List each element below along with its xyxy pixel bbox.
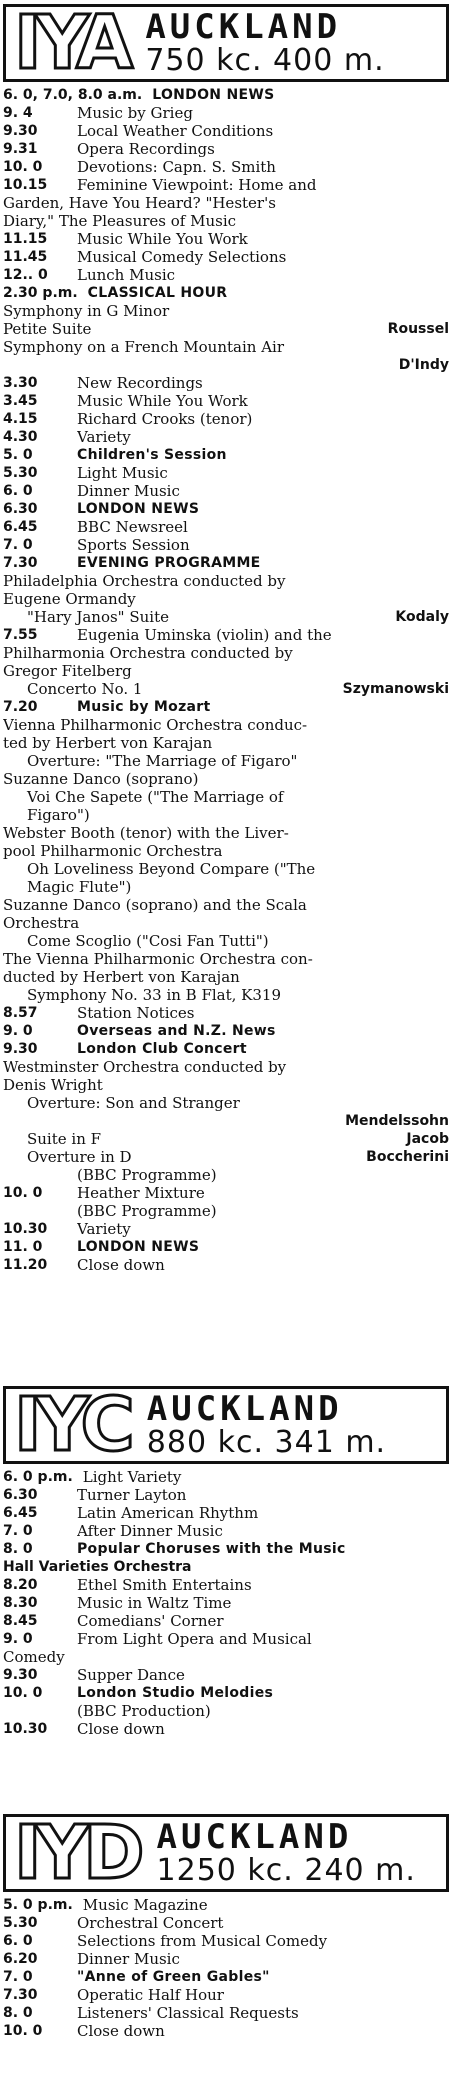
programme-time: 9.30 <box>3 1667 38 1683</box>
programme-title: Local Weather Conditions <box>77 122 274 140</box>
programme-title: Music Magazine <box>82 1896 208 1914</box>
programme-row <box>3 374 449 392</box>
programme-title: BBC Newsreel <box>77 518 188 536</box>
programme-detail: Voi Che Sapete ("The Marriage of <box>27 788 284 806</box>
programme-title: Eugenia Uminska (violin) and the <box>77 626 332 644</box>
programme-detail: Philadelphia Orchestra conducted by <box>3 572 286 590</box>
programme-row <box>3 1896 449 1914</box>
programme-row <box>3 1256 449 1274</box>
programme-row <box>3 248 449 266</box>
programme-detail: Westminster Orchestra conducted by <box>3 1058 287 1076</box>
programme-row <box>3 1986 449 2004</box>
programme-time: 8.20 <box>3 1577 38 1593</box>
station-city: AUCKLAND <box>156 1817 353 1857</box>
work-title: Suite in F <box>27 1130 102 1148</box>
programme-detail: Come Scoglio ("Cosi Fan Tutti") <box>27 932 269 950</box>
programme-list <box>3 86 449 1274</box>
station-banner <box>3 1386 449 1464</box>
programme-detail: Gregor Fitelberg <box>3 662 132 680</box>
programme-row <box>3 1950 449 1968</box>
programme-work-row <box>3 1148 449 1166</box>
programme-title: Variety <box>77 1220 131 1238</box>
programme-time: 10.30 <box>3 1221 48 1237</box>
programme-title: Music by Mozart <box>77 699 211 715</box>
programme-time: 10. 0 <box>3 159 43 175</box>
station-city: AUCKLAND <box>146 1389 343 1429</box>
programme-detail: Webster Booth (tenor) with the Liver- <box>3 824 289 842</box>
programme-time: 3.45 <box>3 393 38 409</box>
programme-row <box>3 1630 449 1648</box>
programme-row <box>3 1184 449 1202</box>
programme-title: LONDON NEWS <box>152 87 275 103</box>
programme-row <box>3 1666 449 1684</box>
station-call-sign: IYC <box>14 1386 129 1464</box>
programme-title: Feminine Viewpoint: Home and <box>77 176 317 194</box>
programme-time: 6.30 <box>3 501 38 517</box>
programme-detail: ducted by Herbert von Karajan <box>3 968 240 986</box>
programme-row <box>3 1486 449 1504</box>
programme-time: 10.15 <box>3 177 48 193</box>
programme-detail: pool Philharmonic Orchestra <box>3 842 223 860</box>
programme-row <box>3 1968 449 1986</box>
work-title: "Hary Janos" Suite <box>27 608 169 626</box>
programme-title: Overseas and N.Z. News <box>77 1023 276 1039</box>
programme-detail: ted by Herbert von Karajan <box>3 734 213 752</box>
programme-title: Richard Crooks (tenor) <box>77 410 253 428</box>
programme-title: LONDON NEWS <box>77 1239 200 1255</box>
programme-time: 9. 0 <box>3 1631 33 1647</box>
programme-row <box>3 698 449 716</box>
programme-title: From Light Opera and Musical <box>77 1630 312 1648</box>
programme-detail: Symphony No. 33 in B Flat, K319 <box>27 986 282 1004</box>
programme-time: 6. 0 p.m. <box>3 1469 73 1485</box>
programme-title: Ethel Smith Entertains <box>77 1576 252 1594</box>
programme-time: 9.30 <box>3 1041 38 1057</box>
work-title: Concerto No. 1 <box>27 680 143 698</box>
programme-detail: Denis Wright <box>3 1076 103 1094</box>
programme-title: Station Notices <box>77 1004 195 1022</box>
programme-row <box>3 536 449 554</box>
programme-title: After Dinner Music <box>77 1522 223 1540</box>
programme-detail: Overture: "The Marriage of Figaro" <box>27 752 298 770</box>
programme-title: Dinner Music <box>77 1950 180 1968</box>
programme-time: 7.55 <box>3 627 38 643</box>
programme-title: Children's Session <box>77 447 227 463</box>
station-call-sign: IYD <box>14 1814 139 1892</box>
programme-row <box>3 140 449 158</box>
station-frequency: 750 kc. 400 m. <box>145 43 385 78</box>
programme-row <box>3 482 449 500</box>
programme-title: Light Variety <box>82 1468 182 1486</box>
programme-time: 10. 0 <box>3 1685 43 1701</box>
programme-row <box>3 1220 449 1238</box>
station-banner <box>3 4 449 82</box>
programme-time: 2.30 p.m. <box>3 285 78 301</box>
programme-title: Supper Dance <box>77 1666 185 1684</box>
programme-time: 10. 0 <box>3 1185 43 1201</box>
programme-time: 9. 4 <box>3 105 33 121</box>
programme-row <box>3 2022 449 2040</box>
programme-title: EVENING PROGRAMME <box>77 555 261 571</box>
composer-name: Roussel <box>387 321 449 337</box>
programme-title: Turner Layton <box>77 1486 187 1504</box>
programme-title: Opera Recordings <box>77 140 215 158</box>
programme-row <box>3 428 449 446</box>
programme-row <box>3 230 449 248</box>
programme-row <box>3 464 449 482</box>
station-frequency: 880 kc. 341 m. <box>146 1425 387 1460</box>
programme-detail: Overture: Son and Stranger <box>27 1094 240 1112</box>
programme-row <box>3 1022 449 1040</box>
composer-name: Jacob <box>406 1131 449 1147</box>
programme-time: 11.15 <box>3 231 48 247</box>
programme-title: Music While You Work <box>77 392 248 410</box>
programme-row <box>3 1504 449 1522</box>
programme-time: 6. 0 <box>3 1933 33 1949</box>
programme-detail: The Vienna Philharmonic Orchestra con- <box>3 950 313 968</box>
programme-detail: (BBC Programme) <box>77 1202 217 1220</box>
programme-row <box>3 1612 449 1630</box>
programme-time: 8.45 <box>3 1613 38 1629</box>
programme-time: 8.30 <box>3 1595 38 1611</box>
programme-time: 7.20 <box>3 699 38 715</box>
programme-detail: Diary," The Pleasures of Music <box>3 212 237 230</box>
programme-title: Close down <box>77 2022 165 2040</box>
station-banner <box>3 1814 449 1892</box>
programme-row <box>3 1522 449 1540</box>
programme-time: 11.20 <box>3 1257 48 1273</box>
programme-row <box>3 1238 449 1256</box>
programme-title: Devotions: Capn. S. Smith <box>77 158 276 176</box>
programme-title: Heather Mixture <box>77 1184 205 1202</box>
programme-detail: Eugene Ormandy <box>3 590 136 608</box>
programme-time: 6.45 <box>3 1505 38 1521</box>
composer-name: Boccherini <box>366 1149 449 1165</box>
programme-detail: Suzanne Danco (soprano) <box>3 770 199 788</box>
programme-title: Comedians' Corner <box>77 1612 224 1630</box>
programme-title: Light Music <box>77 464 168 482</box>
programme-time: 5.30 <box>3 1915 38 1931</box>
programme-title: LONDON NEWS <box>77 501 200 517</box>
programme-time: 6. 0 <box>3 483 33 499</box>
programme-title: Music While You Work <box>77 230 248 248</box>
programme-title: Dinner Music <box>77 482 180 500</box>
programme-time: 9. 0 <box>3 1023 33 1039</box>
programme-title: Popular Choruses with the Music <box>77 1541 346 1557</box>
programme-time: 5.30 <box>3 465 38 481</box>
programme-time: 6. 0, 7.0, 8.0 a.m. <box>3 87 143 103</box>
work-title: Petite Suite <box>3 320 92 338</box>
programme-time: 6.20 <box>3 1951 38 1967</box>
programme-work-row <box>3 320 449 338</box>
programme-title: Close down <box>77 1720 165 1738</box>
programme-time: 9.30 <box>3 123 38 139</box>
programme-time: 6.45 <box>3 519 38 535</box>
programme-row <box>3 1594 449 1612</box>
programme-row <box>3 518 449 536</box>
programme-title: London Club Concert <box>77 1041 247 1057</box>
programme-time: 10. 0 <box>3 2023 43 2039</box>
programme-work-row <box>3 680 449 698</box>
programme-row <box>3 1720 449 1738</box>
programme-row <box>3 1040 449 1058</box>
work-title: Overture in D <box>27 1148 132 1166</box>
programme-row <box>3 446 449 464</box>
composer-name: Kodaly <box>395 609 449 625</box>
programme-detail: Figaro") <box>27 806 90 824</box>
programme-time: 7.30 <box>3 555 38 571</box>
programme-row <box>3 122 449 140</box>
programme-row <box>3 392 449 410</box>
programme-row <box>3 1004 449 1022</box>
programme-list <box>3 1896 449 2040</box>
programme-row <box>3 410 449 428</box>
programme-time: 4.15 <box>3 411 38 427</box>
programme-list <box>3 1468 449 1738</box>
programme-row <box>3 1468 449 1486</box>
programme-title: Sports Session <box>77 536 190 554</box>
programme-time: 11.45 <box>3 249 48 265</box>
programme-time: 7. 0 <box>3 537 33 553</box>
programme-time: 4.30 <box>3 429 38 445</box>
programme-time: 12.. 0 <box>3 267 48 283</box>
programme-title: Music by Grieg <box>77 104 193 122</box>
programme-title: New Recordings <box>77 374 203 392</box>
programme-row <box>3 104 449 122</box>
programme-detail: Hall Varieties Orchestra <box>3 1559 192 1575</box>
programme-detail: Magic Flute") <box>27 878 132 896</box>
programme-title: CLASSICAL HOUR <box>87 285 228 301</box>
programme-title: Close down <box>77 1256 165 1274</box>
programme-time: 8. 0 <box>3 1541 33 1557</box>
programme-row <box>3 554 449 572</box>
programme-detail: Symphony in G Minor <box>3 302 170 320</box>
composer-name: Mendelssohn <box>345 1113 449 1129</box>
composer-name: Szymanowski <box>342 681 449 697</box>
programme-title: Latin American Rhythm <box>77 1504 259 1522</box>
programme-title: Selections from Musical Comedy <box>77 1932 328 1950</box>
programme-title: Orchestral Concert <box>77 1914 224 1932</box>
programme-detail: (BBC Production) <box>77 1702 211 1720</box>
programme-detail: (BBC Programme) <box>77 1166 217 1184</box>
programme-title: Operatic Half Hour <box>77 1986 224 2004</box>
programme-detail: Symphony on a French Mountain Air <box>3 338 284 356</box>
programme-row <box>3 176 449 194</box>
programme-title: London Studio Melodies <box>77 1685 274 1701</box>
programme-time: 7.30 <box>3 1987 38 2003</box>
programme-detail: Garden, Have You Heard? "Hester's <box>3 194 276 212</box>
programme-title: Musical Comedy Selections <box>77 248 287 266</box>
programme-title: Lunch Music <box>77 266 176 284</box>
programme-row <box>3 284 449 302</box>
programme-title: "Anne of Green Gables" <box>77 1969 270 1985</box>
station-call-sign: IYA <box>14 4 128 82</box>
programme-time: 10.30 <box>3 1721 48 1737</box>
station-iya <box>3 4 449 1274</box>
programme-title: Music in Waltz Time <box>77 1594 232 1612</box>
programme-row <box>3 626 449 644</box>
programme-row <box>3 1540 449 1558</box>
station-frequency: 1250 kc. 240 m. <box>156 1853 416 1888</box>
programme-time: 8.57 <box>3 1005 38 1021</box>
programme-work-row <box>3 608 449 626</box>
programme-time: 3.30 <box>3 375 38 391</box>
programme-detail: Vienna Philharmonic Orchestra conduc- <box>3 716 308 734</box>
station-iyd <box>3 1814 449 2040</box>
programme-time: 8. 0 <box>3 2005 33 2021</box>
programme-detail: Comedy <box>3 1648 65 1666</box>
programme-row <box>3 1914 449 1932</box>
programme-row <box>3 1576 449 1594</box>
programme-time: 9.31 <box>3 141 38 157</box>
programme-detail: Suzanne Danco (soprano) and the Scala <box>3 896 307 914</box>
programme-time: 5. 0 <box>3 447 33 463</box>
programme-time: 6.30 <box>3 1487 38 1503</box>
composer-name: D'Indy <box>398 357 449 373</box>
programme-row <box>3 1684 449 1702</box>
station-city: AUCKLAND <box>145 7 342 47</box>
programme-row <box>3 266 449 284</box>
programme-detail: Oh Loveliness Beyond Compare ("The <box>27 860 316 878</box>
programme-row <box>3 500 449 518</box>
programme-title: Variety <box>77 428 131 446</box>
programme-time: 11. 0 <box>3 1239 43 1255</box>
programme-row <box>3 2004 449 2022</box>
programme-detail: Orchestra <box>3 914 80 932</box>
programme-row <box>3 158 449 176</box>
station-iyc <box>3 1386 449 1738</box>
programme-time: 7. 0 <box>3 1969 33 1985</box>
programme-detail: Philharmonia Orchestra conducted by <box>3 644 293 662</box>
programme-time: 5. 0 p.m. <box>3 1897 73 1913</box>
programme-row <box>3 86 449 104</box>
programme-row <box>3 1932 449 1950</box>
programme-time: 7. 0 <box>3 1523 33 1539</box>
programme-title: Listeners' Classical Requests <box>77 2004 299 2022</box>
programme-work-row <box>3 1130 449 1148</box>
